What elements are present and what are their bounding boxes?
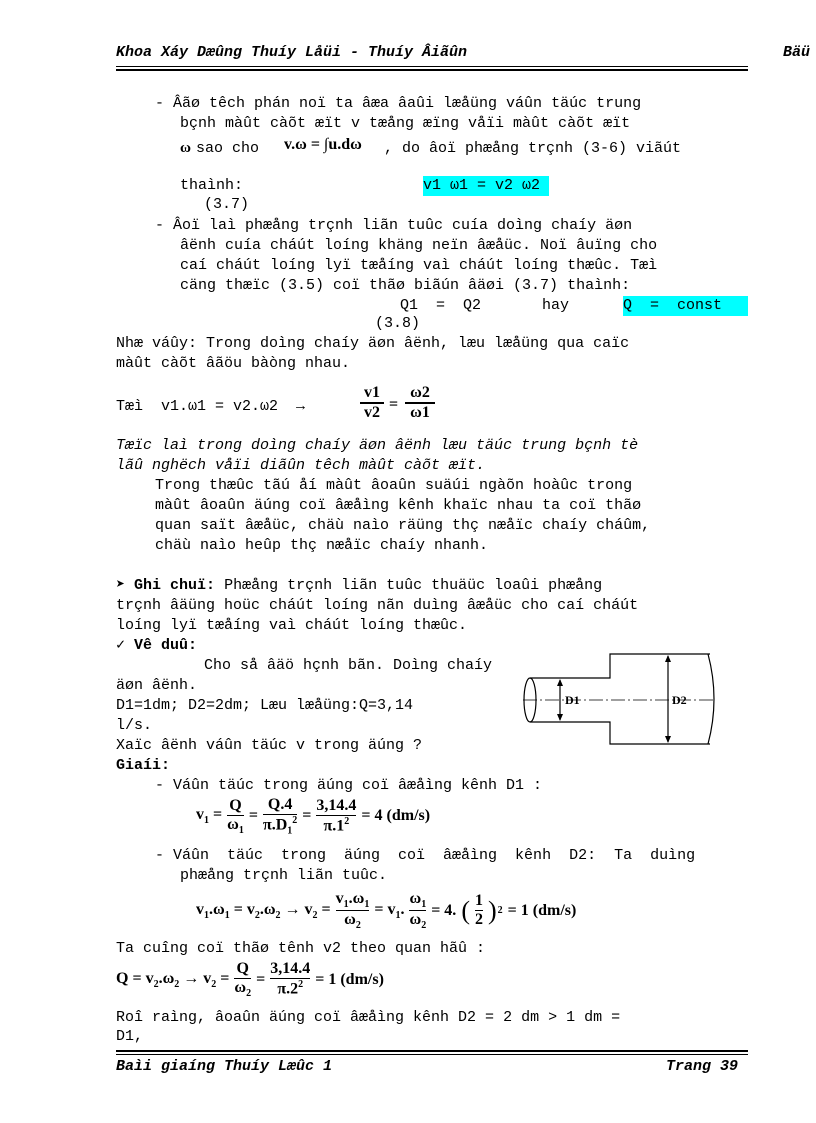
- text-line: D1=1dm; D2=2dm; Læu læåüng:Q=3,14: [116, 697, 414, 714]
- header-title: Khoa Xáy Dæûng Thuíy Låüi - Thuíy Âiãûn: [116, 44, 468, 61]
- text-line: Tæïc laì trong doìng chaíy äøn âënh læu täúc trung bçnh tè: [116, 437, 639, 454]
- highlighted-equation: Q = const: [623, 296, 748, 316]
- text-line: Nhæ váûy: Trong doìng chaíy äøn âënh, læu læåüng qua caïc: [116, 335, 630, 352]
- pipe-bottom-wall: [530, 722, 710, 744]
- text-line: cäng thæïc (3.5) coï thãø biãún âäøi (3.7) thaình:: [180, 277, 631, 294]
- text-line: quan saït âæåüc, chäù naìo räüng thç næåïc chaíy cháûm,: [155, 517, 651, 534]
- page-header: [116, 44, 810, 61]
- d2-label: D2: [672, 693, 687, 707]
- note-label: Ghi chuï:: [134, 577, 216, 594]
- text-line: äøn âënh.: [116, 677, 198, 694]
- header-rule-thick: [116, 69, 748, 71]
- note-text: Phæång trçnh liãn tuûc thuäüc loaûi phæång: [215, 577, 603, 594]
- text-line: hay: [542, 297, 570, 314]
- equation-v1: $v_1$ = $\frac{Q}{\omega_1}$ = $\frac{Q.4}{\pi.D_1^2}$ = $\frac{3,14.4}{\pi.1^2}$ = 4 (dm/s): [196, 796, 431, 837]
- d1-label: D1: [565, 693, 580, 707]
- equation-number: (3.7): [204, 196, 250, 213]
- text-line: màût âoaûn äúng coï âæåìng kênh khaïc nhau ta coï thãø: [155, 497, 642, 514]
- text-line: Ta cuîng coï thãø tênh v2 theo quan hãû :: [116, 940, 486, 957]
- text-line: - Âãø têch phán noï ta âæa âaûi læåüng váûn täúc trung: [155, 95, 642, 112]
- integral-equation: v.ω = ∫u.dω: [284, 136, 362, 153]
- arrow-bullet-icon: ➤: [116, 577, 135, 594]
- text-line: caí cháút loíng lyï tæåíng vaì cháút loíng thæûc. Tæì: [180, 257, 658, 274]
- pipe-diagram: [520, 648, 720, 748]
- text-line: bçnh màût càõt æït v tæång æïng våïi màût càõt æït: [180, 115, 631, 132]
- text-line: lãû nghëch våïi diãûn têch màût càõt æït.: [116, 457, 486, 474]
- header-rule: [116, 66, 748, 67]
- text-line: - Váûn täúc trong äúng coï âæåìng kênh D1 :: [155, 777, 543, 794]
- text-line: Cho så âäö hçnh bãn. Doìng chaíy: [204, 657, 493, 674]
- arrowhead: [665, 736, 671, 743]
- text-line: trçnh âäüng hoüc cháút loíng nãn duìng âæåüc cho caí cháút: [116, 597, 639, 614]
- pipe-top-wall: [530, 654, 710, 678]
- equation-v2: $v_1.\omega_1 = v_2.\omega_2 \to v_2$ = $\frac{v_1.\omega_1}{\omega_2}$ = $v_1$. $\frac{\omega_1}{\omega_2}$ = 4. ( 1 2 ) 2 = 1 (dm/s): [196, 890, 577, 932]
- fraction-denominator: v2: [360, 402, 384, 422]
- equals-sign: =: [389, 396, 399, 413]
- text-line: D1,: [116, 1028, 144, 1045]
- text-line: âënh cuía cháút loíng khäng neïn âæåüc. Noï âuïng cho: [180, 237, 658, 254]
- ratio-right: [405, 384, 435, 422]
- equation-q: $Q = v_2.\omega_2 \to v_2$ = $\frac{Q}{\omega_2}$ = $\frac{3,14.4}{\pi.2^2}$ = 1 (dm/s): [116, 960, 384, 1000]
- text-line: l/s.: [116, 717, 153, 734]
- header-right: Bäü: [782, 44, 810, 61]
- equation-number: (3.8): [375, 315, 421, 332]
- text-line: , do âoï phæång trçnh (3-6) viãút: [384, 140, 682, 157]
- text-line: sao cho: [196, 140, 260, 157]
- arrowhead: [665, 655, 671, 662]
- note-line: [116, 576, 602, 596]
- solution-label: Giaíi:: [116, 757, 171, 774]
- footer-rule: [116, 1054, 748, 1055]
- pipe-right-end: [708, 654, 714, 744]
- text-line: Xaïc âënh váûn täúc v trong äúng ?: [116, 737, 423, 754]
- omega-symbol: ω: [180, 140, 191, 156]
- text-line: chäù naìo heûp thç næåïc chaíy nhanh.: [155, 537, 489, 554]
- footer-rule-thick: [116, 1050, 748, 1052]
- text-line: - Váûn täúc trong äúng coï âæåìng kênh D2: Ta duìng: [155, 847, 696, 864]
- text-line: phæång trçnh liãn tuûc.: [180, 867, 388, 884]
- text-line: Roî raìng, âoaûn äúng coï âæåìng kênh D2 = 2 dm > 1 dm =: [116, 1009, 621, 1026]
- highlighted-equation: v1 ω1 = v2 ω2: [423, 176, 549, 196]
- arrowhead: [557, 679, 563, 686]
- fraction-numerator: v1: [364, 384, 380, 401]
- footer-title: Baìi giaíng Thuíy Læûc 1: [116, 1058, 333, 1075]
- example-line: [116, 636, 197, 656]
- text-line: thaình:: [180, 177, 244, 194]
- text-line: Q1 = Q2: [400, 297, 482, 314]
- text-line: - Âoï laì phæång trçnh liãn tuûc cuía doìng chaíy äøn: [155, 217, 633, 234]
- text-line: loíng lyï tæåíng vaì cháút loíng thæûc.: [116, 617, 468, 634]
- text-line: Trong thæûc tãú åí màût âoaûn suäúi ngàõn hoàûc trong: [155, 477, 633, 494]
- fraction-denominator: ω1: [405, 402, 435, 422]
- check-icon: ✓: [116, 637, 135, 654]
- example-label: Vê duû:: [134, 637, 198, 654]
- fraction-numerator: ω2: [410, 384, 430, 401]
- page-footer: [116, 1058, 738, 1075]
- page-number: Trang 39: [665, 1058, 738, 1075]
- text-line: màût càõt âãöu bàòng nhau.: [116, 355, 351, 372]
- ratio-left: [360, 384, 384, 422]
- text-line: Tæì v1.ω1 = v2.ω2 →: [116, 398, 306, 415]
- arrowhead: [557, 714, 563, 721]
